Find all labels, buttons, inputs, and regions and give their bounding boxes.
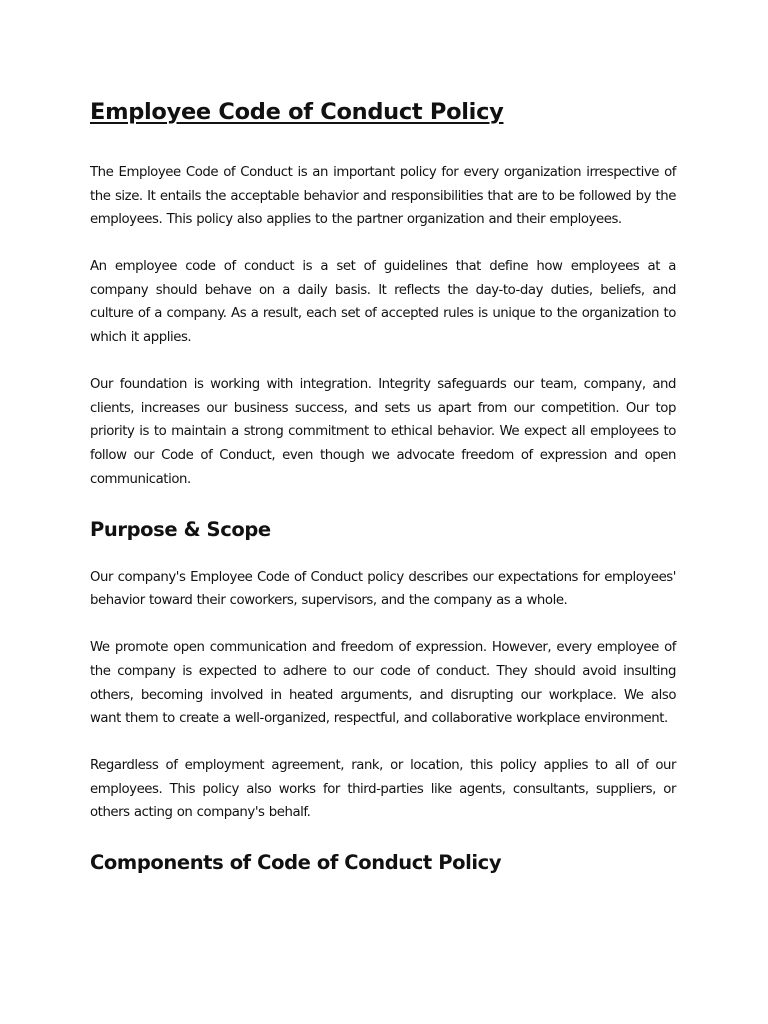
intro-paragraph-3: Our foundation is working with integration. Integrity safeguards our team, company, and clients, increases our business success, and sets us apart from our competition. Our top priority is to maintain a strong commitment to ethical behavior. We expect all employees to follow our Code of Conduct, even though we advocate freedom of expression and open communication. — [90, 377, 676, 487]
intro-paragraph-1: The Employee Code of Conduct is an important policy for every organization irrespective of the size. It entails the acceptable behavior and responsibilities that are to be followed by the employees. This policy also applies to the partner organization and their employees. — [90, 165, 676, 228]
intro-paragraph-2: An employee code of conduct is a set of guidelines that define how employees at a company should behave on a daily basis. It reflects the day-to-day duties, beliefs, and culture of a company. As a result, each set of accepted rules is unique to the organization to which it applies. — [90, 259, 676, 346]
document-title: Employee Code of Conduct Policy — [90, 99, 504, 125]
purpose-scope-paragraph-2: We promote open communication and freedom of expression. However, every employee of the company is expected to adhere to our code of conduct. They should avoid insulting others, becoming involved in heated arguments, and disrupting our workplace. We also want them to create a well-organized, respectful, and collaborative workplace environment. — [90, 640, 676, 727]
purpose-scope-paragraph-3: Regardless of employment agreement, rank, or location, this policy applies to all of our employees. This policy also works for third-parties like agents, consultants, suppliers, or others acting on company's behalf. — [90, 758, 676, 821]
components-heading: Components of Code of Conduct Policy — [90, 851, 502, 875]
purpose-scope-paragraph-1: Our company's Employee Code of Conduct policy describes our expectations for employees' behavior toward their coworkers, supervisors, and the company as a whole. — [90, 569, 676, 609]
purpose-scope-heading: Purpose & Scope — [90, 517, 271, 541]
document-page — [90, 96, 676, 899]
